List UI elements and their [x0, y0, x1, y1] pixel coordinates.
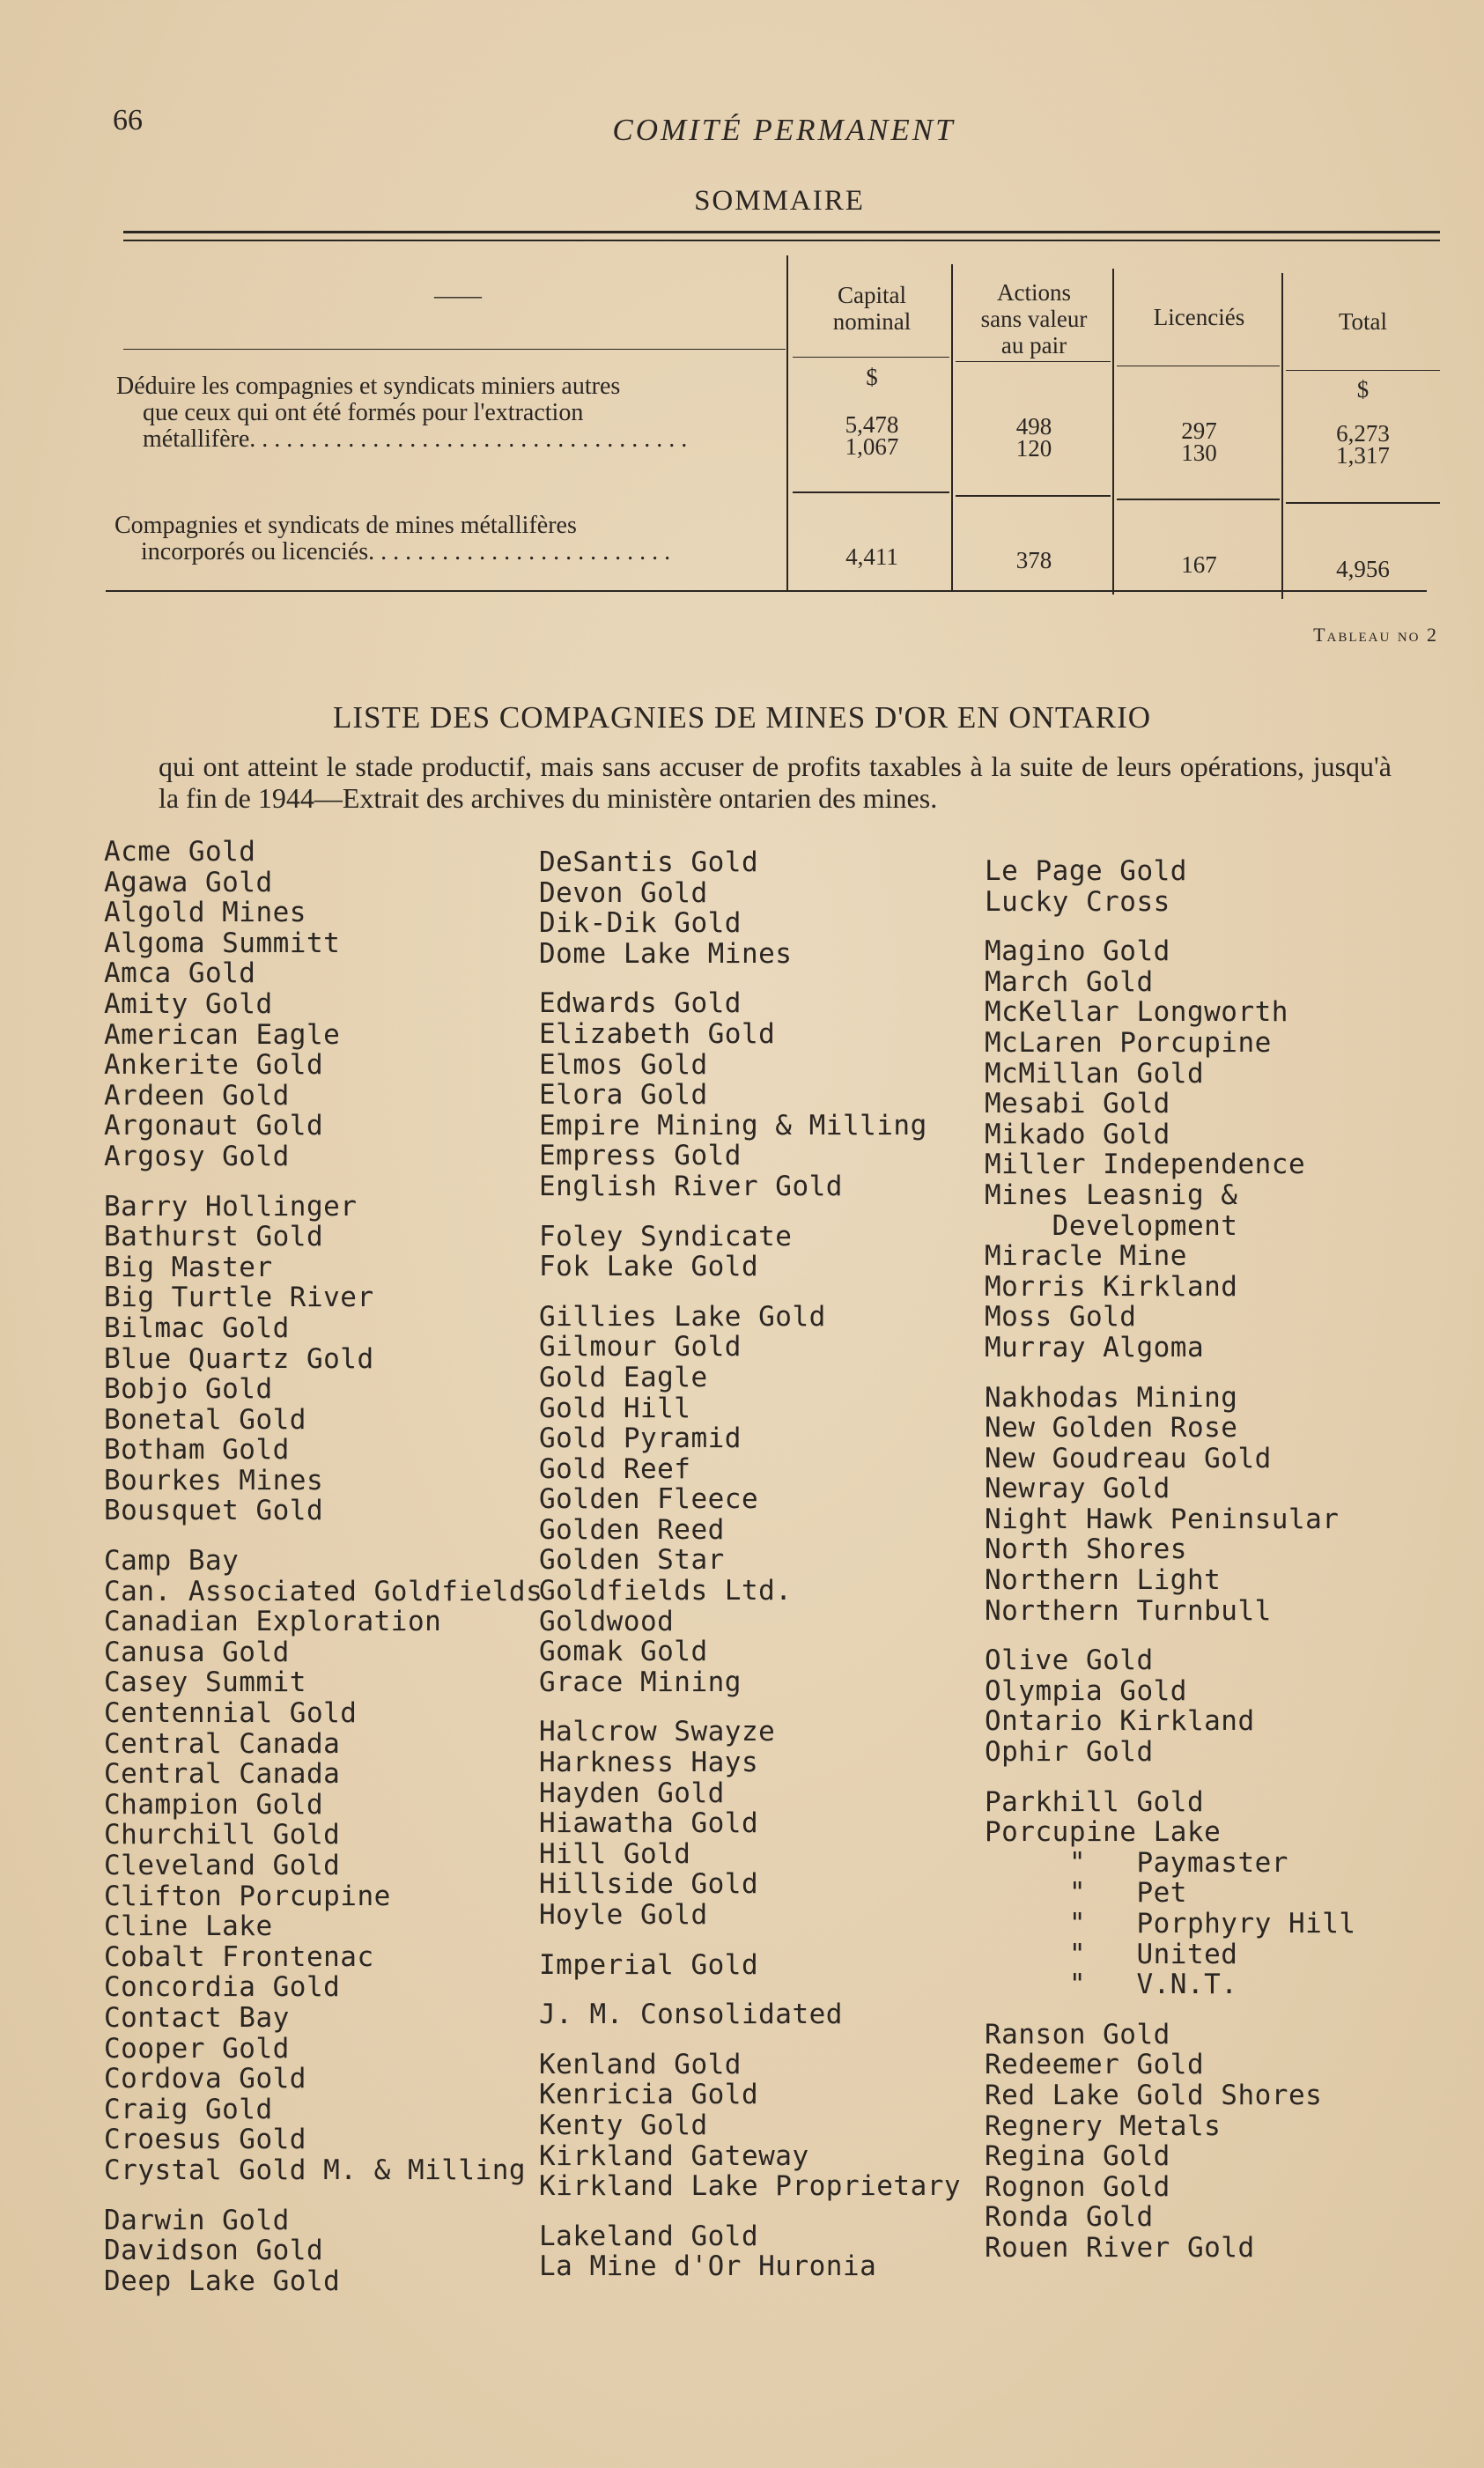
company-name: Clifton Porcupine [104, 1880, 391, 1912]
company-name: Elora Gold [539, 1079, 708, 1112]
company-name: Newray Gold [985, 1473, 1170, 1505]
company-name: Cleveland Gold [104, 1850, 341, 1881]
cell-actions: 378 [1015, 547, 1052, 573]
company-name: Hoyle Gold [539, 1899, 708, 1931]
company-name: Central Canada [104, 1758, 341, 1791]
company-name: Miracle Mine [985, 1240, 1187, 1273]
company-name: Bilmac Gold [104, 1312, 290, 1344]
company-name: Fok Lake Gold [539, 1251, 759, 1283]
subtotal-rule [1286, 502, 1440, 504]
company-name: Kirkland Gateway [539, 2139, 809, 2172]
subtotal-rule [793, 491, 949, 493]
company-name: Goldwood [539, 1605, 675, 1637]
list-subtitle: qui ont atteint le stade productif, mais sans accuser de profits taxables à la suite de leurs opérations, jusqu'à la fin de 1944—Extrait des archives du ministère ontarien des mines. [159, 750, 1392, 814]
header-licencies: Licenciés [1153, 304, 1245, 330]
company-name: Harkness Hays [539, 1747, 759, 1779]
company-name: Development [985, 1209, 1238, 1242]
table-number: Tableau no 2 [1313, 624, 1438, 646]
company-name: Night Hawk Peninsular [985, 1503, 1340, 1535]
company-name: McMillan Gold [985, 1057, 1205, 1090]
company-name: Nakhodas Mining [985, 1381, 1238, 1414]
company-name: Cordova Gold [104, 2063, 306, 2095]
company-name: Bathurst Gold [104, 1221, 324, 1253]
list-gap [985, 917, 1443, 936]
company-name: Dik-Dik Gold [539, 907, 742, 940]
header-rule [956, 361, 1111, 362]
company-name: Ankerite Gold [104, 1049, 324, 1082]
company-name: New Golden Rose [985, 1412, 1238, 1445]
list-gap [539, 1282, 971, 1302]
company-name: Empire Mining & Milling [539, 1109, 927, 1142]
list-gap [539, 2202, 971, 2221]
list-title: LISTE DES COMPAGNIES DE MINES D'OR EN ONTARIO [332, 700, 1152, 735]
header-blank: —— [434, 282, 482, 308]
list-gap [539, 1202, 971, 1222]
company-name: Rouen River Gold [985, 2231, 1255, 2264]
company-name: Can. Associated Goldfields [104, 1575, 543, 1607]
list-gap [985, 1626, 1443, 1645]
company-name: Deep Lake Gold [104, 2265, 341, 2297]
company-name: Contact Bay [104, 2001, 290, 2034]
header-capital-line: Capital [838, 282, 906, 308]
company-name: Halcrow Swayze [539, 1716, 776, 1748]
company-column [104, 836, 543, 2297]
list-gap [985, 2000, 1443, 2020]
company-name: Ontario Kirkland [985, 1705, 1255, 1738]
company-column [539, 847, 971, 2282]
cell-capital: 5,478 [845, 411, 899, 438]
header-actions-line: Actions [997, 279, 1071, 306]
table-divider [786, 255, 788, 590]
company-name: Bousquet Gold [104, 1495, 324, 1527]
company-name: Mines Leasnig & [985, 1179, 1238, 1211]
company-name: Hayden Gold [539, 1777, 725, 1809]
cell-capital: 1,067 [845, 433, 899, 460]
company-name: Grace Mining [539, 1666, 742, 1698]
company-name: Ranson Gold [985, 2018, 1170, 2051]
company-name: Golden Fleece [539, 1483, 759, 1516]
company-name: Porcupine Lake [985, 1816, 1222, 1849]
list-gap [539, 1931, 971, 1950]
company-name: Canusa Gold [104, 1636, 290, 1668]
company-name: Big Master [104, 1251, 273, 1283]
company-name: Concordia Gold [104, 1971, 341, 2004]
cell-licencies: 167 [1181, 551, 1217, 578]
company-name: Red Lake Gold Shores [985, 2079, 1323, 2111]
company-name: Imperial Gold [539, 1948, 759, 1981]
company-name: English River Gold [539, 1170, 843, 1202]
company-name: Agawa Gold [104, 866, 273, 898]
company-name: McKellar Longworth [985, 996, 1288, 1029]
table-bottom-rule [106, 590, 1427, 592]
table-divider [951, 264, 953, 592]
company-name: Golden Star [539, 1544, 725, 1577]
company-name: Kenricia Gold [539, 2079, 759, 2111]
company-name: Lakeland Gold [539, 2220, 759, 2252]
company-name: Mesabi Gold [985, 1088, 1170, 1120]
company-name: Argosy Gold [104, 1140, 290, 1172]
company-name: Murray Algoma [985, 1331, 1205, 1363]
cell-total: 6,273 [1336, 420, 1390, 447]
company-name: Gomak Gold [539, 1636, 708, 1668]
company-name: " V.N.T. [985, 1969, 1238, 2001]
list-gap [104, 1172, 535, 1192]
company-name: Crystal Gold M. & Milling [104, 2154, 527, 2186]
subtotal-rule [1117, 499, 1280, 500]
company-name: Edwards Gold [539, 987, 742, 1020]
list-gap [985, 1768, 1443, 1787]
company-name: Hill Gold [539, 1837, 691, 1870]
company-name: Ophir Gold [985, 1736, 1154, 1769]
company-name: Kirkland Lake Proprietary [539, 2170, 962, 2203]
company-name: Argonaut Gold [104, 1110, 324, 1142]
subtotal-rule [956, 495, 1111, 497]
company-name: Craig Gold [104, 2093, 273, 2125]
company-name: " Pet [985, 1877, 1187, 1910]
company-name: Cobalt Frontenac [104, 1940, 374, 1973]
company-name: Gold Pyramid [539, 1422, 742, 1455]
header-rule [123, 349, 786, 350]
cell-licencies: 130 [1181, 440, 1217, 466]
row-deduct-label [116, 373, 786, 453]
company-name: Acme Gold [104, 836, 256, 868]
company-name: North Shores [985, 1533, 1187, 1566]
company-name: Bonetal Gold [104, 1403, 306, 1436]
company-name: Northern Light [985, 1564, 1222, 1597]
list-gap [539, 1697, 971, 1717]
list-gap [539, 2030, 971, 2050]
company-name: Bourkes Mines [104, 1464, 324, 1496]
running-head: COMITÉ PERMANENT [612, 113, 956, 147]
company-name: Northern Turnbull [985, 1594, 1272, 1627]
company-name: Davidson Gold [104, 2235, 324, 2267]
company-name: " United [985, 1938, 1238, 1970]
cell-actions: 498 [1015, 413, 1052, 440]
company-name: Dome Lake Mines [539, 937, 793, 970]
company-name: Gilmour Gold [539, 1331, 742, 1363]
header-capital-line: nominal [832, 308, 912, 335]
company-name: Blue Quartz Gold [104, 1342, 374, 1375]
company-name: Mikado Gold [985, 1118, 1170, 1150]
company-name: Elmos Gold [539, 1048, 708, 1081]
header-actions-line: au pair [1000, 332, 1067, 358]
company-name: Foley Syndicate [539, 1220, 793, 1252]
row-label-line: Déduire les compagnies et syndicats miniers autres [116, 373, 621, 400]
cell-total: 1,317 [1336, 442, 1390, 469]
cell-capital: 4,411 [845, 543, 898, 570]
company-name: " Paymaster [985, 1846, 1288, 1879]
table-top-rule [123, 231, 1440, 233]
company-name: Barry Hollinger [104, 1190, 358, 1223]
table-top-rule-inner [123, 240, 1440, 241]
company-name: Champion Gold [104, 1788, 324, 1821]
company-name: Central Canada [104, 1727, 341, 1760]
company-name: Olympia Gold [985, 1674, 1187, 1707]
cell-licencies: 297 [1181, 417, 1217, 444]
list-gap [104, 1526, 535, 1546]
cell-actions: 120 [1015, 435, 1052, 462]
company-name: March Gold [985, 965, 1154, 998]
company-name: Bobjo Gold [104, 1373, 273, 1406]
company-name: Croesus Gold [104, 2124, 306, 2156]
company-name: Camp Bay [104, 1545, 240, 1578]
summary-title: SOMMAIRE [694, 185, 865, 217]
company-name: Lucky Cross [985, 885, 1170, 918]
company-name: Cooper Gold [104, 2032, 290, 2065]
company-name: Centennial Gold [104, 1697, 358, 1730]
company-name: Amca Gold [104, 957, 256, 990]
company-name: Botham Gold [104, 1434, 290, 1467]
row-label-line: métallifère. . . . . . . . . . . . . . . . . . . . . . . . . . . . . . . . . . . . [143, 426, 688, 453]
company-name: DeSantis Gold [539, 846, 759, 878]
company-name: Big Turtle River [104, 1282, 374, 1314]
company-name: American Eagle [104, 1018, 341, 1051]
company-name: Goldfields Ltd. [539, 1575, 793, 1607]
company-name: Canadian Exploration [104, 1606, 442, 1638]
currency-capital: $ [866, 364, 878, 390]
row-total-label [114, 513, 784, 565]
list-gap [985, 1363, 1443, 1383]
list-gap [104, 2186, 535, 2206]
header-total: Total [1338, 308, 1388, 335]
header-actions [956, 279, 1112, 358]
company-name: Rognon Gold [985, 2170, 1170, 2203]
company-name: Gillies Lake Gold [539, 1300, 826, 1333]
table-divider [1112, 269, 1114, 595]
company-name: Gold Hill [539, 1392, 691, 1424]
company-name: Magino Gold [985, 935, 1170, 968]
table-divider [1281, 273, 1283, 599]
currency-total: $ [1356, 376, 1370, 403]
company-name: Ronda Gold [985, 2201, 1154, 2234]
company-name: Gold Reef [539, 1452, 691, 1485]
company-name: " Porphyry Hill [985, 1908, 1356, 1940]
company-column [985, 856, 1443, 2264]
company-name: Morris Kirkland [985, 1270, 1238, 1303]
header-capital [793, 282, 951, 335]
company-name: Miller Independence [985, 1149, 1306, 1181]
header-rule [793, 357, 949, 358]
company-name: Algoma Summitt [104, 927, 341, 959]
company-name: McLaren Porcupine [985, 1026, 1272, 1059]
company-name: Algold Mines [104, 897, 306, 929]
company-name: Amity Gold [104, 987, 273, 1020]
row-label-line: que ceux qui ont été formés pour l'extraction [143, 399, 584, 426]
company-name: Golden Reed [539, 1513, 725, 1546]
cell-total: 4,956 [1336, 556, 1390, 582]
company-name: Devon Gold [539, 876, 708, 909]
company-name: Ardeen Gold [104, 1079, 290, 1112]
company-name: Kenland Gold [539, 2048, 742, 2080]
company-name: Hiawatha Gold [539, 1807, 759, 1840]
company-name: Moss Gold [985, 1301, 1137, 1334]
company-name: Regnery Metals [985, 2110, 1222, 2142]
company-name: Gold Eagle [539, 1361, 708, 1393]
header-actions-line: sans valeur [980, 306, 1088, 332]
company-name: Elizabeth Gold [539, 1017, 776, 1050]
company-name: Casey Summit [104, 1666, 306, 1699]
company-name: Parkhill Gold [985, 1785, 1205, 1818]
company-name: Churchill Gold [104, 1819, 341, 1851]
company-name: Redeemer Gold [985, 2049, 1205, 2081]
page-number: 66 [113, 104, 143, 137]
company-name: Kenty Gold [539, 2109, 708, 2141]
company-name: Cline Lake [104, 1910, 273, 1943]
company-name: Hillside Gold [539, 1868, 759, 1901]
company-name: Le Page Gold [985, 855, 1187, 887]
row-label-line: incorporés ou licenciés. . . . . . . . . . . . . . . . . . . . . . . . . [141, 539, 671, 565]
company-name: La Mine d'Or Huronia [539, 2250, 877, 2283]
company-name: Empress Gold [539, 1140, 742, 1172]
company-name: J. M. Consolidated [539, 1999, 843, 2031]
company-name: Regina Gold [985, 2140, 1170, 2173]
list-gap [539, 969, 971, 988]
company-name: New Goudreau Gold [985, 1442, 1272, 1474]
company-name: Olive Gold [985, 1644, 1154, 1677]
header-rule [1286, 370, 1440, 371]
company-name: Darwin Gold [104, 2204, 290, 2236]
row-label-line: Compagnies et syndicats de mines métallifères [114, 512, 577, 539]
list-gap [539, 1980, 971, 1999]
